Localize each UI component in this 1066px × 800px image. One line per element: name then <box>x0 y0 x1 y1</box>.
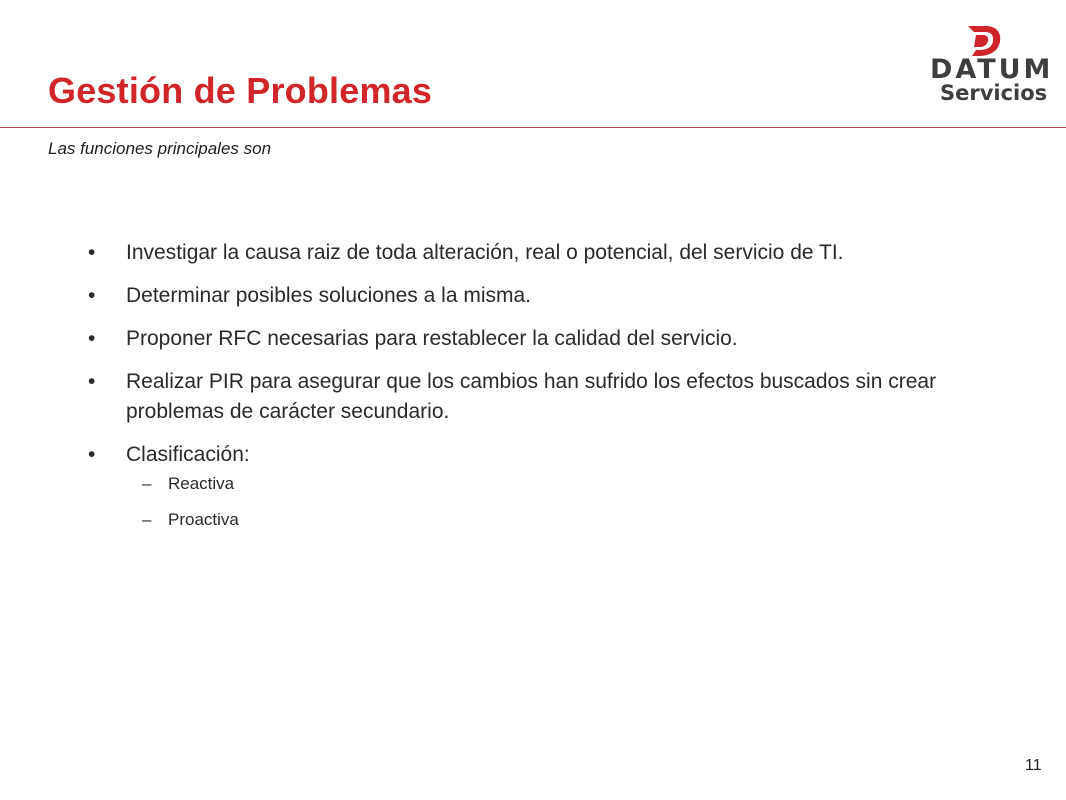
bullet-text: Investigar la causa raiz de toda alteración, real o potencial, del servicio de TI. <box>126 241 844 264</box>
sub-bullet-marker: – <box>142 474 152 493</box>
title-divider <box>0 127 1066 128</box>
bullet-item <box>88 367 988 427</box>
logo-subtext: Servicios <box>940 81 1048 105</box>
bullet-marker: • <box>88 241 96 264</box>
sub-bullet-marker: – <box>142 510 152 529</box>
logo-wordmark: DATUM <box>930 54 1054 85</box>
bullet-list <box>88 238 988 545</box>
bullet-marker: • <box>88 370 96 393</box>
bullet-text: Clasificación: <box>126 443 250 466</box>
bullet-marker: • <box>88 284 96 307</box>
sub-bullet-text: Proactiva <box>168 510 239 529</box>
bullet-text: Determinar posibles soluciones a la misma. <box>126 284 531 307</box>
sub-bullet-list <box>126 472 988 532</box>
bullet-text: Proponer RFC necesarias para restablecer la calidad del servicio. <box>126 327 738 350</box>
datum-logo <box>926 20 1052 104</box>
slide-title: Gestión de Problemas <box>48 70 433 111</box>
sub-bullet-item-proactiva <box>126 508 988 532</box>
slide-subtitle: Las funciones principales son <box>48 139 272 158</box>
bullet-text: Realizar PIR para asegurar que los cambios han sufrido los efectos buscados sin crear problemas de carácter secundario. <box>126 370 937 423</box>
bullet-item-clasificacion <box>88 440 988 532</box>
page-number: 11 <box>1025 757 1042 774</box>
sub-bullet-item-reactiva <box>126 472 988 496</box>
bullet-marker: • <box>88 443 96 466</box>
bullet-item <box>88 324 988 354</box>
sub-bullet-text: Reactiva <box>168 474 235 493</box>
bullet-item <box>88 238 988 268</box>
bullet-marker: • <box>88 327 96 350</box>
bullet-item <box>88 281 988 311</box>
